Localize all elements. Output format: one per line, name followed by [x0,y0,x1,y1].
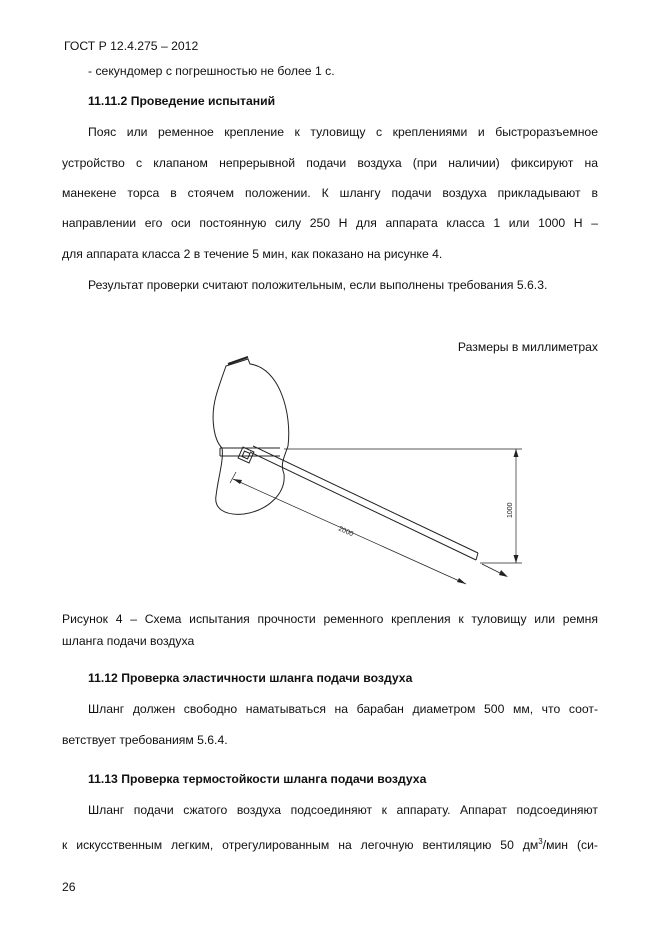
result-paragraph: Результат проверки считают положительным, если выполнены требования 5.6.3. [88,278,548,292]
air-supply-hose [250,446,478,560]
paragraph-line [62,834,598,853]
section-heading-11-11-2: 11.11.2 Проведение испытаний [88,94,276,108]
paragraph-line: ветствует требованиям 5.6.4. [62,733,228,747]
quick-release-buckle [238,447,254,463]
paragraph-line: для аппарата класса 2 в течение 5 мин, как показано на рисунке 4. [62,247,443,261]
line-text-tail: /мин (си- [542,838,598,853]
paragraph-line: Шланг должен свободно наматываться на барабан диаметром 500 мм, что соот- [88,702,598,716]
section-heading-11-13: 11.13 Проверка термостойкости шланга подачи воздуха [88,772,427,786]
paragraph-line: манекене торса в стоячем положении. К шлангу подачи воздуха прикладывают в [62,186,598,200]
document-code-header: ГОСТ Р 12.4.275 – 2012 [64,39,199,53]
mannequin-torso [213,359,289,514]
figure-caption-line: Рисунок 4 – Схема испытания прочности ременного крепления к туловищу или ремня [62,612,598,626]
line-text: к искусственным легким, отрегулированным на легочную вентиляцию 50 дм [62,838,539,853]
section-heading-11-12: 11.12 Проверка эластичности шланга подачи воздуха [88,671,413,685]
dimensions-note: Размеры в миллиметрах [457,340,598,354]
paragraph-line: Пояс или ременное крепление к туловищу с креплениями и быстроразъемное [88,125,598,139]
page-number: 26 [62,880,76,894]
paragraph-line: направлении его оси постоянную силу 250 Н для аппарата класса 1 или 1000 Н – [62,216,598,230]
dimension-label-length: 2000 [337,525,355,539]
superscript-3: 3 [538,837,543,846]
paragraph-line: Шланг подачи сжатого воздуха подсоединяют к аппарату. Аппарат подсоединяют [88,803,598,817]
dimension-label-height: 1000 [507,502,514,518]
figure-4-diagram [200,352,530,592]
stopwatch-requirement: - секундомер с погрешностью не более 1 с. [88,64,335,78]
figure-caption-line: шланга подачи воздуха [62,634,195,648]
paragraph-line: устройство с клапаном непрерывной подачи воздуха (при наличии) фиксируют на [62,156,598,170]
